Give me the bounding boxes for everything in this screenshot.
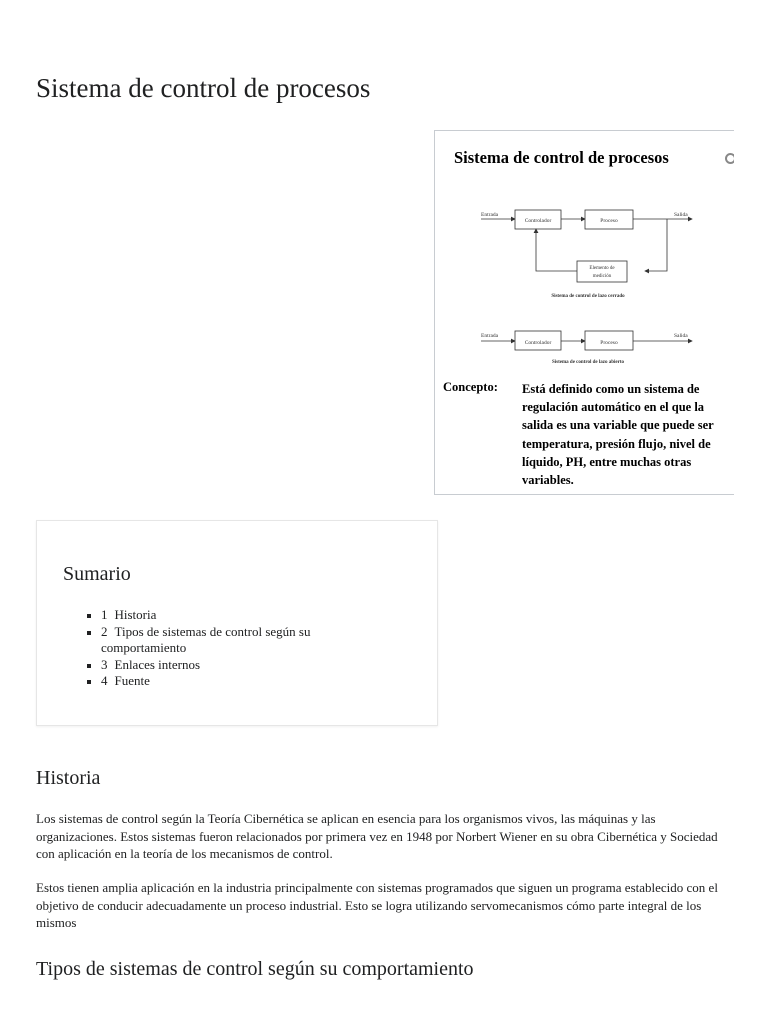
table-of-contents bbox=[36, 520, 438, 726]
toc-item-enlaces[interactable] bbox=[87, 657, 367, 674]
toc-item-fuente[interactable] bbox=[87, 673, 367, 690]
open-input-label: Entrada bbox=[481, 333, 499, 339]
open-loop-diagram bbox=[481, 331, 692, 350]
infobox-title: Sistema de control de procesos bbox=[454, 148, 669, 167]
historia-paragraph-2: Estos tienen amplia aplicación en la industria principalmente con sistemas programados que siguen un programa establecido con el objetivo de conducir adecuadamente un proceso industrial. Esto se logra utilizando servomecanismos cómo parte integral de los mismos bbox=[36, 880, 718, 930]
toc-link[interactable]: Enlaces internos bbox=[114, 656, 201, 672]
toc-number: 3 bbox=[101, 656, 108, 672]
closed-controller-label: Controlador bbox=[524, 218, 552, 224]
toc-item-tipos[interactable] bbox=[87, 624, 367, 657]
open-caption: Sistema de control de lazo abierto bbox=[552, 360, 624, 365]
concept-line: temperatura, presión flujo, nivel de bbox=[522, 436, 711, 451]
toc-number: 4 bbox=[101, 673, 108, 688]
closed-process-label: Proceso bbox=[600, 218, 618, 224]
control-diagram-image bbox=[435, 131, 734, 371]
section-heading-historia: Historia bbox=[36, 767, 101, 789]
closed-caption: Sistema de control de lazo cerrado bbox=[551, 294, 625, 299]
historia-paragraph-1: Los sistemas de control según la Teoría Cibernética se aplican en esencia para los organismos vivos, las máquinas y las organizaciones. Estos sistemas fueron relacionados por primera vez en 1948 por Norbert Wiener en su obra Cibernética y Sociedad con aplicación en la teoría de los mecanismos de control. bbox=[36, 811, 718, 861]
sensor-label-line1: Elemento de bbox=[589, 266, 615, 271]
concept-value bbox=[522, 380, 734, 489]
closed-output-label: Salida bbox=[674, 212, 688, 218]
open-output-label: Salida bbox=[674, 333, 688, 339]
toc-number: 1 bbox=[101, 607, 108, 622]
closed-loop-diagram bbox=[481, 210, 692, 282]
concept-line: variables. bbox=[522, 473, 574, 488]
concept-line: líquido, PH, entre muchas otras bbox=[522, 454, 692, 469]
closed-input-label: Entrada bbox=[481, 212, 499, 218]
concept-line: salida es una variable que puede ser bbox=[522, 418, 714, 433]
toc-title: Sumario bbox=[63, 563, 131, 585]
section-heading-tipos: Tipos de sistemas de control según su comportamiento bbox=[36, 958, 474, 980]
toc-link[interactable]: Historia bbox=[114, 607, 157, 622]
toc-link[interactable]: Tipos de sistemas de control según su comportamiento bbox=[101, 623, 311, 655]
open-controller-label: Controlador bbox=[524, 340, 552, 346]
concept-line: regulación automático en el que la bbox=[522, 400, 705, 415]
open-process-label: Proceso bbox=[600, 340, 618, 346]
toc-link[interactable]: Fuente bbox=[114, 673, 150, 688]
toc-number: 2 bbox=[101, 623, 108, 639]
concept-line: Está definido como un sistema de bbox=[522, 382, 700, 396]
toc-list bbox=[87, 607, 367, 690]
page-title: Sistema de control de procesos bbox=[36, 73, 371, 103]
sensor-label-line2: medición bbox=[592, 274, 612, 279]
concept-label: Concepto: bbox=[443, 380, 498, 394]
toc-item-historia[interactable] bbox=[87, 607, 367, 624]
infobox bbox=[434, 130, 734, 495]
